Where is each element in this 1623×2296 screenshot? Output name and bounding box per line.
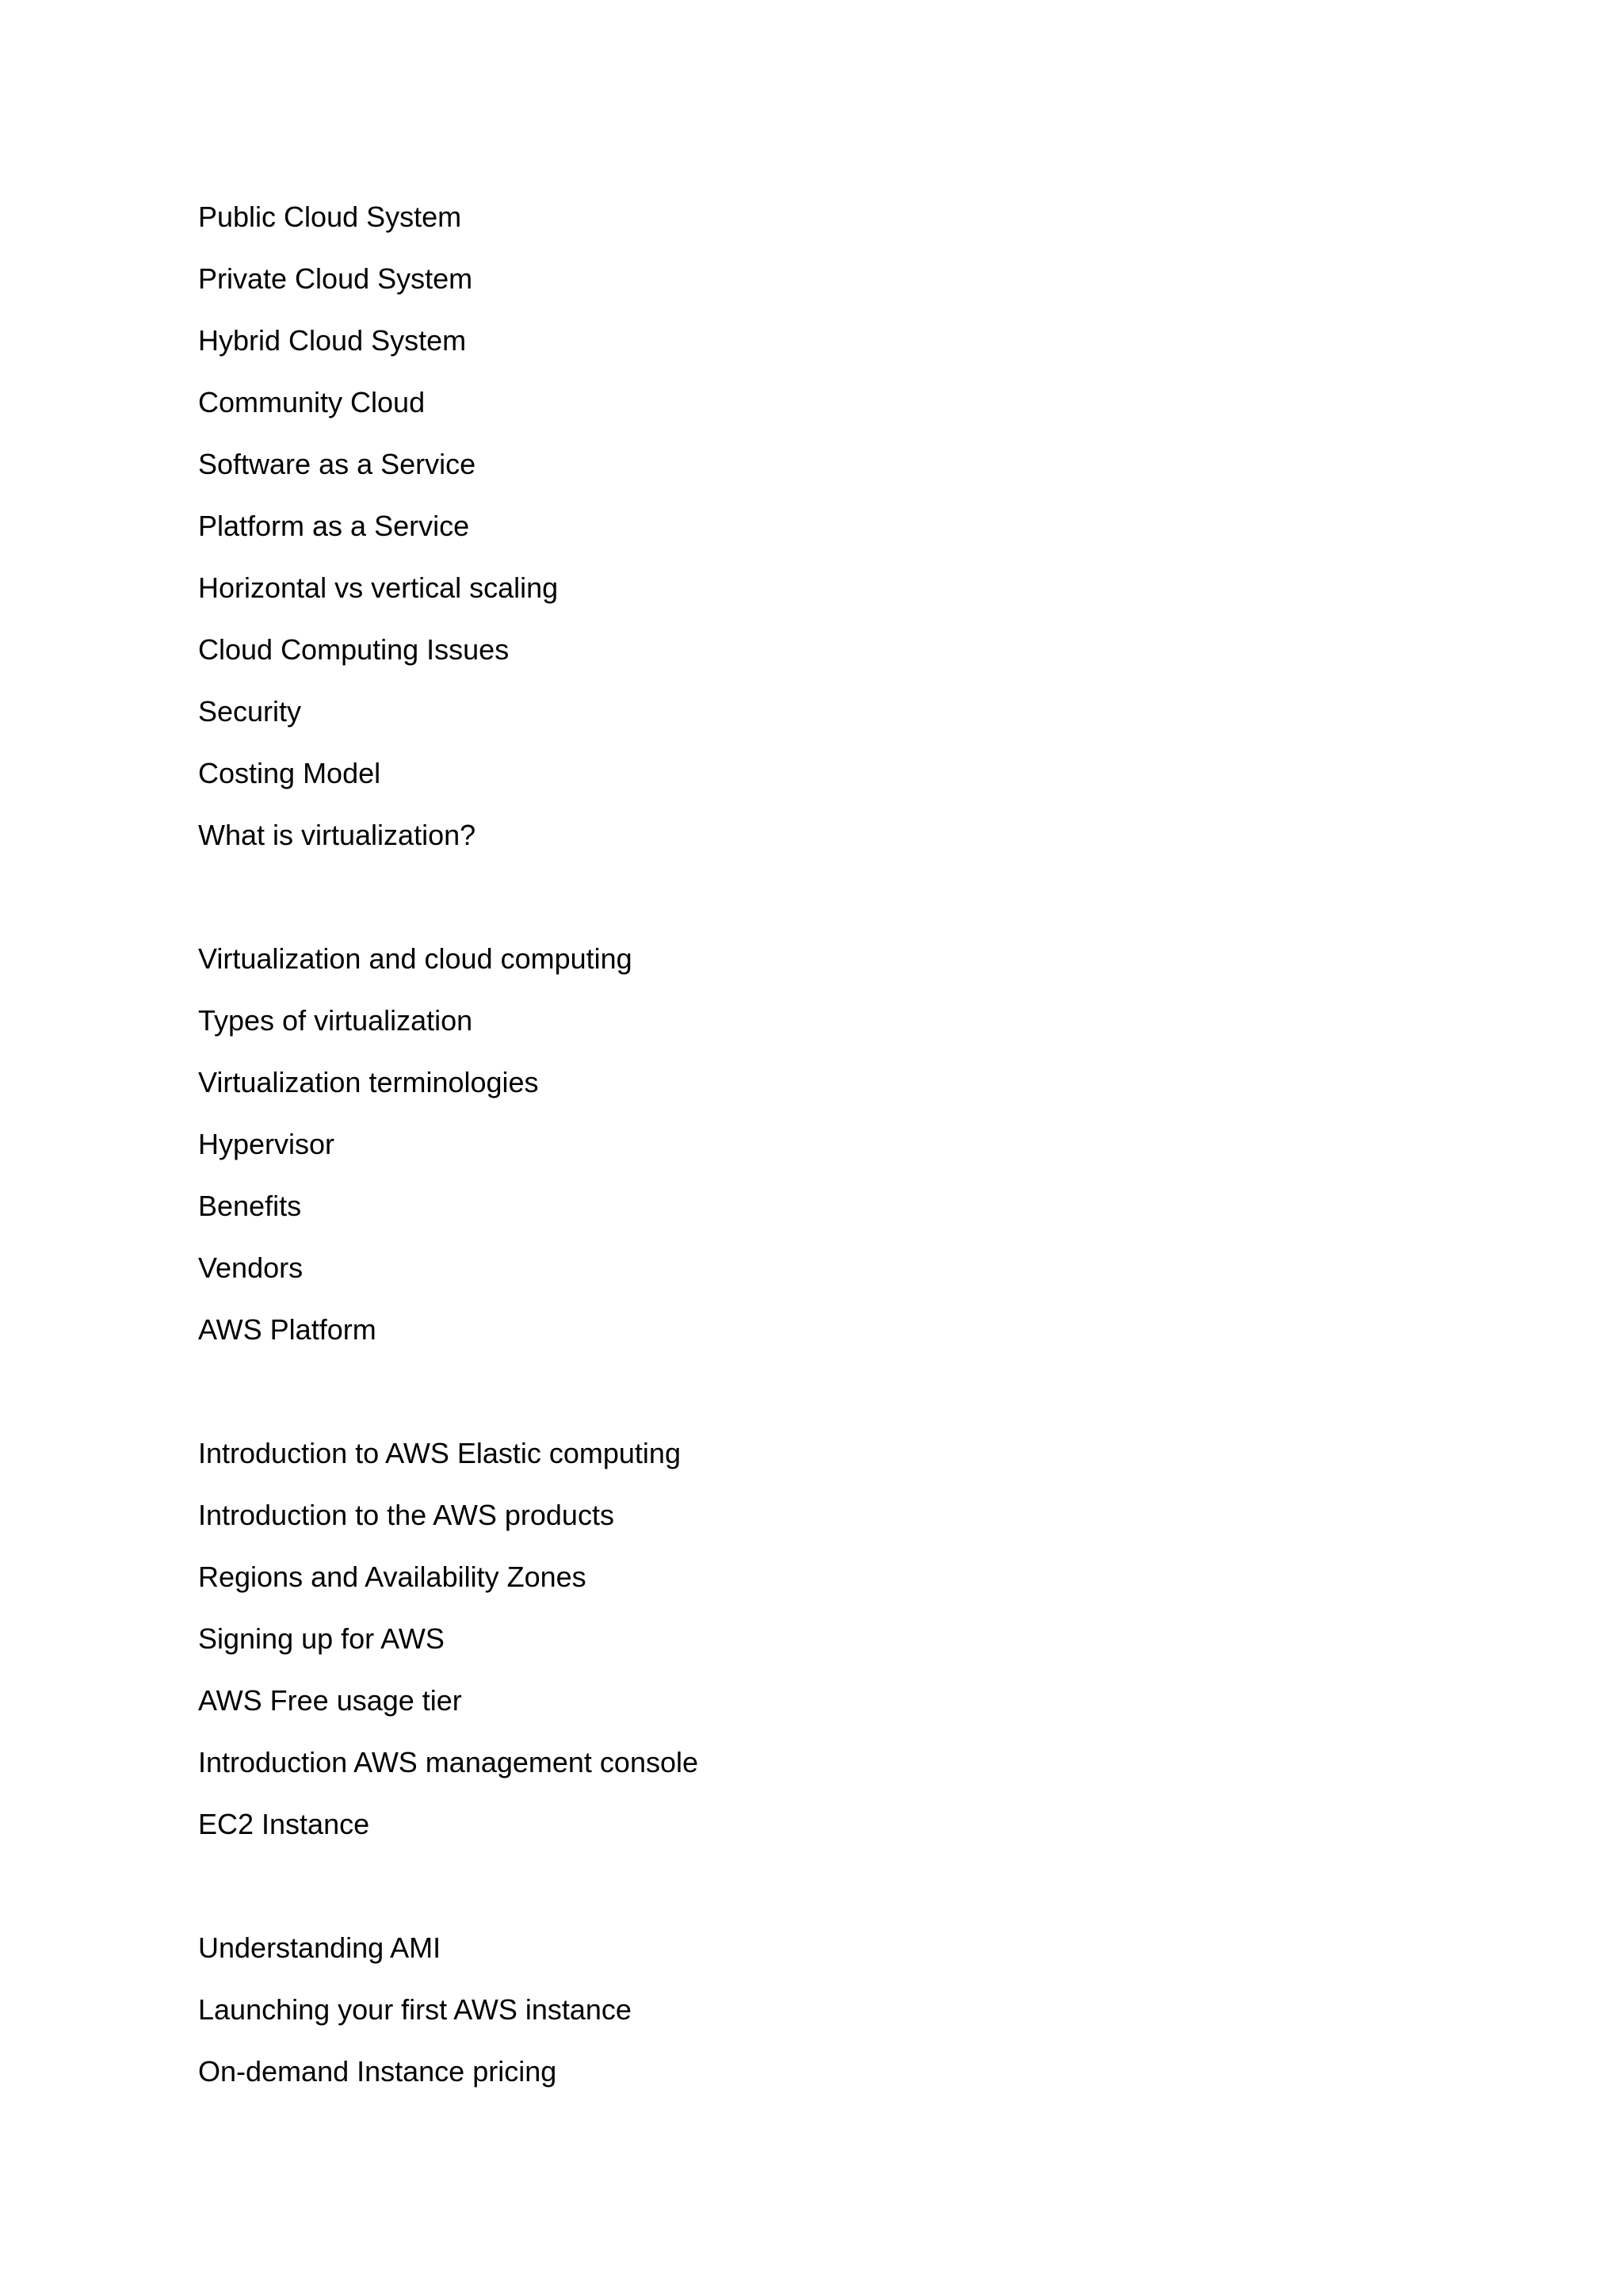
topic-item: Platform as a Service [198, 510, 470, 542]
topic-item: Introduction to AWS Elastic computing [198, 1437, 681, 1469]
topic-item: Signing up for AWS [198, 1622, 445, 1655]
topic-item: Hypervisor [198, 1128, 335, 1160]
topic-group-cloud-basics [198, 194, 698, 874]
topic-item: Launching your first AWS instance [198, 1993, 632, 2026]
topic-item: Private Cloud System [198, 262, 473, 295]
topic-group-ami [198, 1925, 698, 2111]
topic-list [198, 194, 698, 2111]
topic-item: On-demand Instance pricing [198, 2055, 557, 2088]
topic-item: Software as a Service [198, 448, 476, 480]
topic-item: Hybrid Cloud System [198, 324, 467, 357]
topic-item: Introduction to the AWS products [198, 1499, 614, 1531]
topic-item: Virtualization and cloud computing [198, 942, 632, 975]
topic-item: Public Cloud System [198, 201, 462, 233]
topic-item: Community Cloud [198, 386, 426, 418]
topic-item: AWS Free usage tier [198, 1684, 462, 1717]
topic-item: Regions and Availability Zones [198, 1561, 586, 1593]
topic-item: What is virtualization? [198, 819, 476, 851]
topic-item: Understanding AMI [198, 1931, 441, 1964]
topic-item: Horizontal vs vertical scaling [198, 571, 559, 604]
topic-item: Costing Model [198, 757, 381, 789]
topic-item: Cloud Computing Issues [198, 633, 510, 666]
topic-item: Virtualization terminologies [198, 1066, 539, 1098]
topic-item: Benefits [198, 1190, 302, 1222]
topic-item: Vendors [198, 1251, 304, 1284]
topic-item: EC2 Instance [198, 1808, 370, 1840]
topic-item: Types of virtualization [198, 1004, 473, 1037]
topic-group-aws-intro [198, 1431, 698, 1863]
topic-group-virtualization [198, 936, 698, 1369]
topic-item: AWS Platform [198, 1313, 376, 1346]
topic-item: Introduction AWS management console [198, 1746, 699, 1778]
topic-item: Security [198, 695, 302, 728]
